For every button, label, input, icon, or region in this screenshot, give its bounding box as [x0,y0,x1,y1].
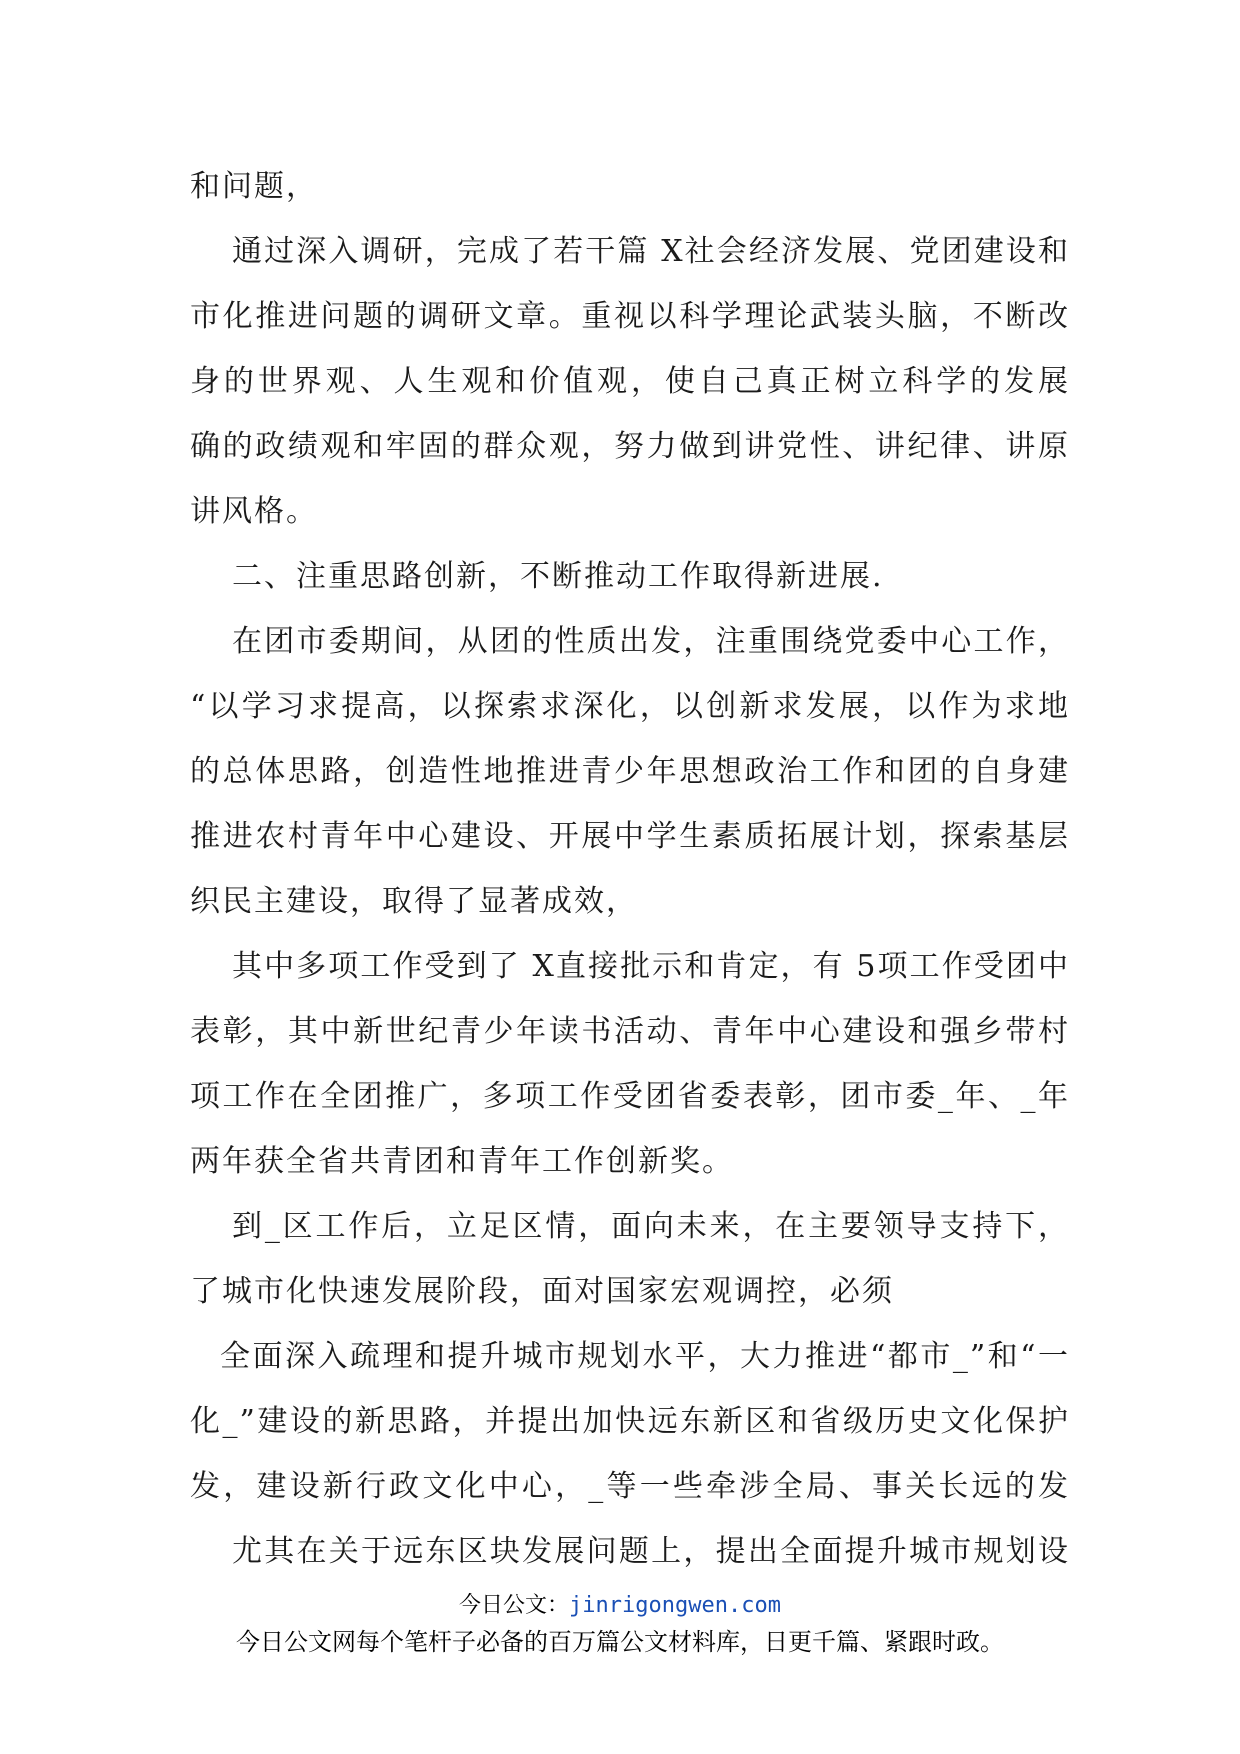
paragraph-line: 通过深入调研，完成了若干篇 X社会经济发展、党团建设和 [232,234,1070,269]
paragraph-line: 项工作在全团推广，多项工作受团省委表彰，团市委_年、_年 [190,1079,1070,1114]
paragraph-line: 讲风格。 [190,494,318,529]
paragraph-line: 了城市化快速发展阶段，面对国家宏观调控，必须 [190,1274,894,1309]
paragraph-line: 织民主建设，取得了显著成效， [190,884,638,919]
paragraph-line: 其中多项工作受到了 X直接批示和肯定，有 5项工作受团中 [232,949,1070,984]
paragraph-line: 的总体思路，创造性地推进青少年思想政治工作和团的自身建 [190,754,1070,789]
paragraph-line: 确的政绩观和牢固的群众观，努力做到讲党性、讲纪律、讲原 [190,429,1070,464]
paragraph-line: 两年获全省共青团和青年工作创新奖。 [190,1144,734,1179]
paragraph-line: 和问题， [190,169,318,204]
paragraph-line: 全面深入疏理和提升城市规划水平，大力推进“都市_”和“一 [220,1339,1070,1374]
paragraph-line: 在团市委期间，从团的性质出发，注重围绕党委中心工作， [232,624,1070,659]
footer-site-label: 今日公文： [459,1593,570,1618]
section-heading: 二、注重思路创新，不断推动工作取得新进展. [232,559,884,594]
footer-site-link[interactable]: jinrigongwen.com [569,1593,781,1618]
paragraph-line: 市化推进问题的调研文章。重视以科学理论武装头脑，不断改 [190,299,1070,334]
paragraph-line: 尤其在关于远东区块发展问题上，提出全面提升城市规划设 [232,1534,1070,1569]
footer-site [0,1588,1240,1619]
footer-slogan: 今日公文网每个笔杆子必备的百万篇公文材料库，日更千篇、紧跟时政。 [236,1628,1004,1656]
paragraph-line: 化_”建设的新思路，并提出加快远东新区和省级历史文化保护 [190,1404,1070,1439]
paragraph-line: 发，建设新行政文化中心，_等一些牵涉全局、事关长远的发 [190,1469,1070,1504]
paragraph-line: 推进农村青年中心建设、开展中学生素质拓展计划，探索基层 [190,819,1070,854]
paragraph-line: 到_区工作后，立足区情，面向未来，在主要领导支持下， [232,1209,1070,1244]
paragraph-line: 身的世界观、人生观和价值观，使自己真正树立科学的发展 [190,364,1070,399]
paragraph-line: “以学习求提高，以探索求深化，以创新求发展，以作为求地 [190,689,1070,724]
paragraph-line: 表彰，其中新世纪青少年读书活动、青年中心建设和强乡带村 [190,1014,1070,1049]
